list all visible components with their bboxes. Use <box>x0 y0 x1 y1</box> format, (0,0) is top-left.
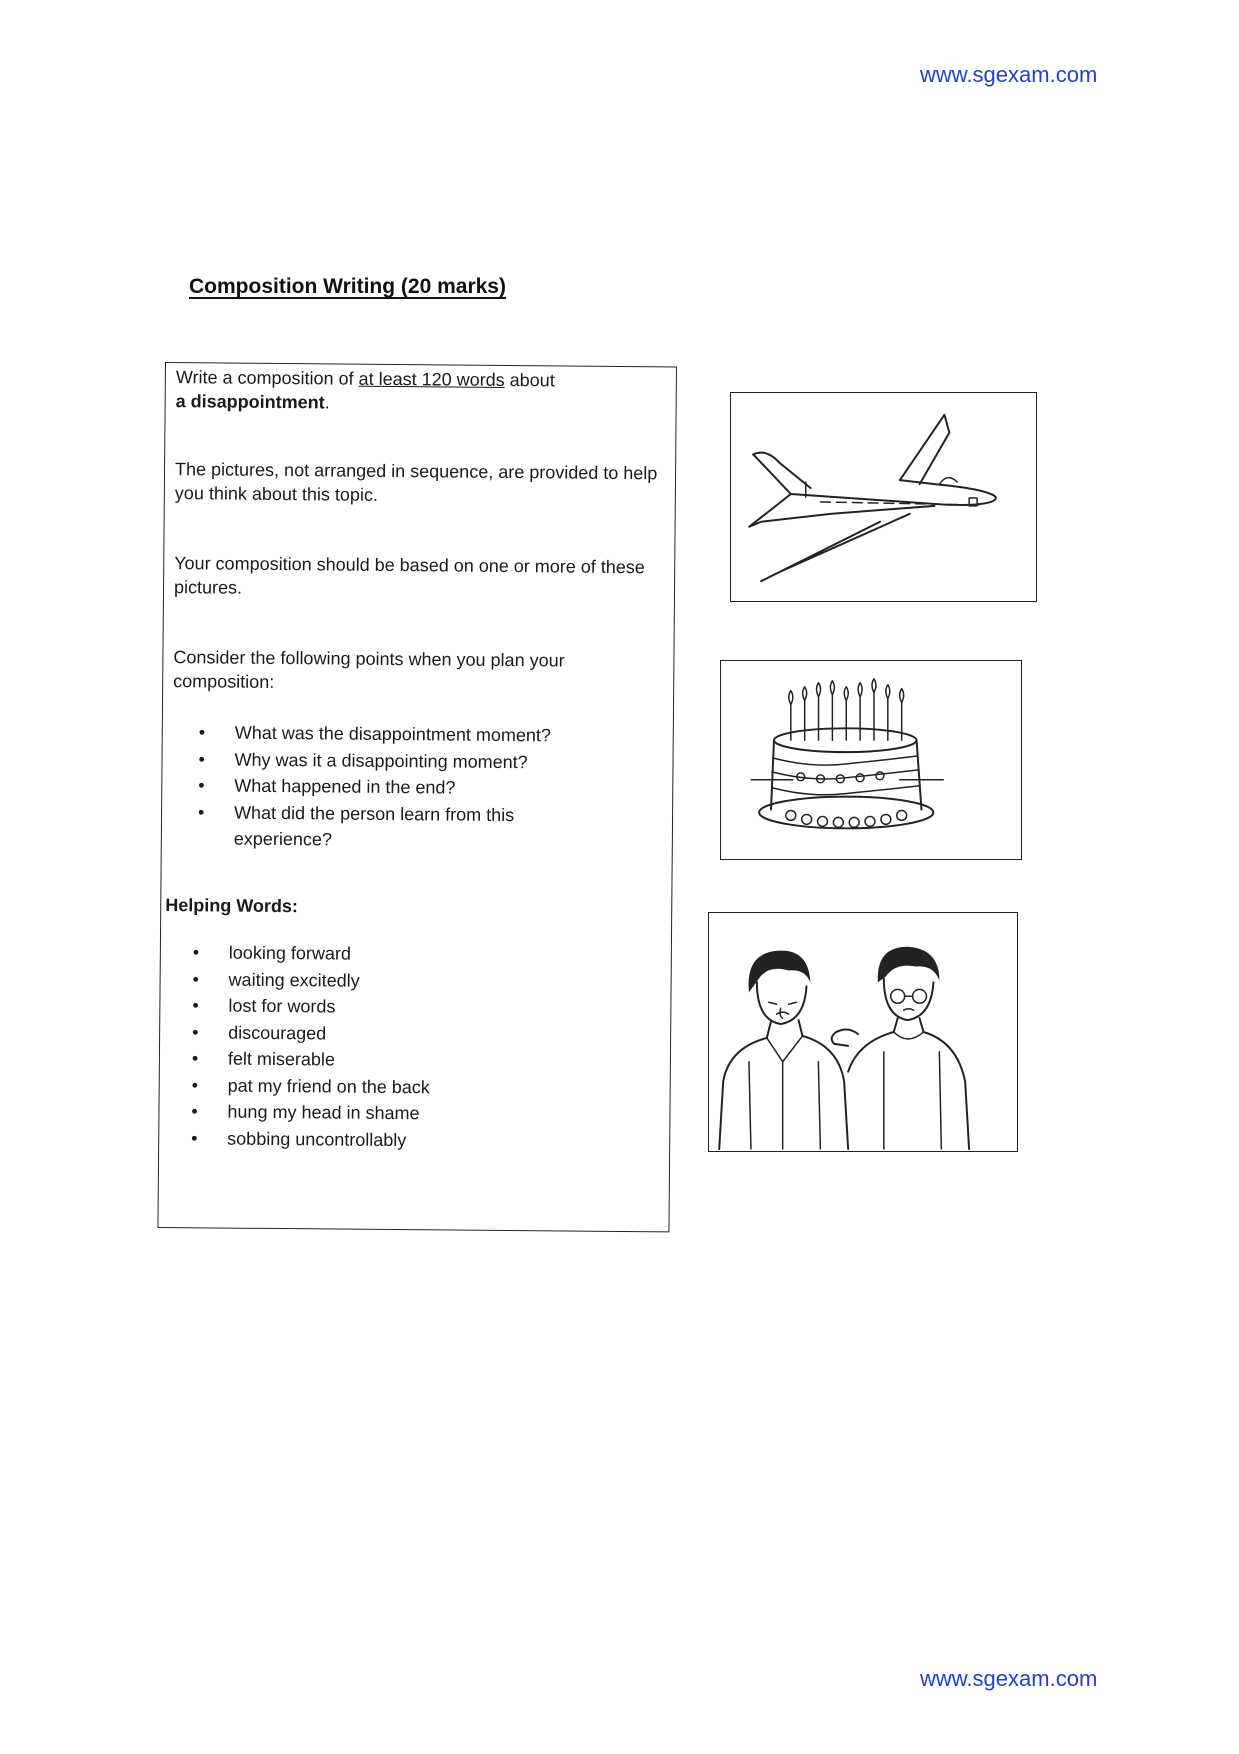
section-title: Composition Writing (20 marks) <box>189 275 506 298</box>
task-text: Write a composition of <box>175 367 359 389</box>
topic-text: a disappointment <box>175 391 325 413</box>
pictures-note: The pictures, not arranged in sequence, are provided to help you think about this topic. <box>174 459 658 505</box>
airplane-picture <box>730 392 1037 602</box>
word-count-requirement: at least 120 words <box>358 368 505 390</box>
list-item: • looking forward <box>193 939 523 968</box>
task-paragraph <box>176 365 596 417</box>
list-item: • pat my friend on the back <box>192 1072 522 1101</box>
airplane-icon <box>731 393 1036 601</box>
task-text-after: about <box>504 369 555 391</box>
task-period: . <box>324 392 330 413</box>
instructions-box <box>157 362 677 1232</box>
site-link-top[interactable]: www.sgexam.com <box>920 62 1098 87</box>
consider-note: Consider the following points when you plan your composition: <box>173 647 565 692</box>
sad-friends-icon <box>709 913 1017 1151</box>
list-item: • lost for words <box>192 992 522 1021</box>
list-item: • sobbing uncontrollably <box>191 1125 521 1154</box>
list-item: • hung my head in shame <box>191 1098 521 1127</box>
based-on-note: Your composition should be based on one or more of these pictures. <box>173 553 645 598</box>
list-item: • What did the person learn from this experience? <box>198 799 578 855</box>
points-list <box>198 719 579 855</box>
birthday-cake-icon <box>721 661 1021 859</box>
helping-words-list <box>191 939 523 1154</box>
list-item: • Why was it a disappointing moment? <box>198 746 578 776</box>
cake-picture <box>720 660 1022 860</box>
list-item: • felt miserable <box>192 1045 522 1074</box>
friends-picture <box>708 912 1018 1152</box>
list-item: • waiting excitedly <box>193 966 523 995</box>
helping-words-heading: Helping Words: <box>165 895 299 917</box>
list-item: • discouraged <box>192 1019 522 1048</box>
site-link-bottom[interactable]: www.sgexam.com <box>920 1666 1098 1691</box>
list-item: • What happened in the end? <box>198 772 578 802</box>
list-item: • What was the disappointment moment? <box>199 719 579 749</box>
